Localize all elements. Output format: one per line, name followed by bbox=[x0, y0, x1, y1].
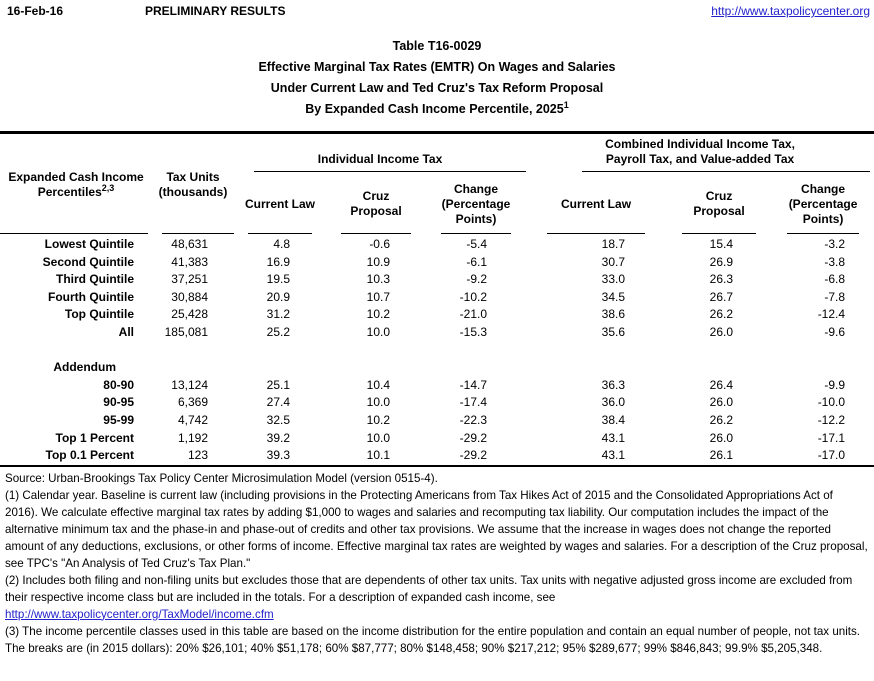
preliminary-results-label: PRELIMINARY RESULTS bbox=[145, 4, 286, 18]
iit-change-cell: -17.4 bbox=[459, 395, 488, 410]
iit-cruz-cell: 10.4 bbox=[366, 377, 390, 392]
tax-units-cell: 6,369 bbox=[177, 395, 208, 410]
tax-units-cell: 41,383 bbox=[171, 254, 208, 269]
table-row bbox=[0, 394, 874, 412]
table-row bbox=[0, 377, 874, 395]
combined-cruz-cell: 26.7 bbox=[709, 289, 734, 304]
iit-cruz-cell: 10.0 bbox=[366, 395, 390, 410]
row-label: Second Quintile bbox=[42, 254, 134, 269]
spacer-row bbox=[0, 342, 874, 360]
emtr-table bbox=[0, 131, 874, 467]
table-number-title: Table T16-0029 bbox=[392, 39, 482, 53]
combined-cruz-cell: 26.0 bbox=[709, 324, 734, 339]
iit-change-cell: -29.2 bbox=[459, 448, 488, 463]
iit-cruz-cell: 10.3 bbox=[366, 272, 390, 287]
iit-current-cell: 31.2 bbox=[266, 307, 290, 322]
iit-cruz-cell: 10.7 bbox=[366, 289, 390, 304]
combined-change-cell: -7.8 bbox=[824, 289, 846, 304]
iit-cruz-cell: 10.1 bbox=[366, 448, 390, 463]
iit-change-cell: -9.2 bbox=[466, 272, 488, 287]
tax-units-cell: 4,742 bbox=[177, 412, 208, 427]
table-row bbox=[0, 306, 874, 324]
expanded-cash-income-header: Expanded Cash Income Percentiles$^{2,3}$ bbox=[0, 134, 152, 236]
combined-change-cell: -6.8 bbox=[824, 272, 846, 287]
table-row bbox=[0, 324, 874, 342]
tax-units-cell: 30,884 bbox=[171, 289, 208, 304]
combined-cruz-cell: 26.2 bbox=[709, 412, 734, 427]
iit-cruz-proposal-header: Cruz Proposal bbox=[326, 172, 426, 236]
tax-units-cell: 123 bbox=[187, 448, 208, 463]
combined-tax-group-header: Combined Individual Income Tax, Payroll Tax, and Value-added Tax bbox=[526, 134, 874, 172]
row-label: Fourth Quintile bbox=[48, 289, 134, 304]
combined-current-cell: 18.7 bbox=[601, 237, 626, 251]
footnotes bbox=[0, 467, 874, 657]
iit-cruz-cell: 10.0 bbox=[366, 430, 390, 445]
iit-current-cell: 4.8 bbox=[273, 237, 290, 251]
iit-current-cell: 39.3 bbox=[266, 448, 290, 463]
title-block bbox=[0, 36, 874, 120]
iit-change-header: Change (Percentage Points) bbox=[426, 172, 526, 236]
combined-current-cell: 43.1 bbox=[601, 448, 626, 463]
addendum-row bbox=[0, 359, 874, 377]
combined-change-cell: -12.2 bbox=[817, 412, 846, 427]
iit-change-cell: -21.0 bbox=[459, 307, 488, 322]
iit-current-law-header: Current Law bbox=[234, 172, 326, 236]
tax-units-cell: 48,631 bbox=[171, 237, 208, 251]
combined-cruz-cell: 26.9 bbox=[709, 254, 734, 269]
combined-current-cell: 43.1 bbox=[601, 430, 626, 445]
combined-cruz-proposal-header: Cruz Proposal bbox=[666, 172, 772, 236]
iit-current-cell: 32.5 bbox=[266, 412, 290, 427]
iit-cruz-cell: 10.2 bbox=[366, 307, 390, 322]
footnote-3: (3) The income percentile classes used in this table are based on the income distribution for the entire population and contain an equal number of people, not tax units. The breaks are (in 2015 dollars): 20% $26,101; 40% $51,178; 60% $87,777; 80% $148,458; 90% $217,212; 95% $289,677; 99% $846,843; 99.9% $5,205,348. bbox=[5, 624, 861, 655]
combined-cruz-cell: 26.3 bbox=[709, 272, 734, 287]
iit-cruz-cell: 10.0 bbox=[366, 324, 390, 339]
combined-cruz-cell: 26.0 bbox=[709, 395, 734, 410]
individual-income-tax-group-header: Individual Income Tax bbox=[234, 134, 526, 172]
table-row bbox=[0, 289, 874, 307]
combined-change-cell: -10.0 bbox=[817, 395, 846, 410]
combined-current-law-header: Current Law bbox=[526, 172, 666, 236]
table-row bbox=[0, 430, 874, 448]
combined-change-cell: -3.8 bbox=[824, 254, 846, 269]
iit-current-cell: 19.5 bbox=[266, 272, 290, 287]
row-label: Top 0.1 Percent bbox=[45, 448, 134, 463]
iit-change-cell: -5.4 bbox=[466, 237, 488, 251]
footnote-ref-2-3: 2,3 bbox=[101, 183, 115, 193]
combined-current-cell: 34.5 bbox=[601, 289, 626, 304]
combined-cruz-cell: 26.1 bbox=[709, 448, 734, 463]
tax-units-cell: 37,251 bbox=[171, 272, 208, 287]
taxpolicycenter-link[interactable]: http://www.taxpolicycenter.org bbox=[711, 4, 870, 18]
row-label: Lowest Quintile bbox=[44, 237, 134, 251]
row-label: 80-90 bbox=[103, 377, 134, 392]
combined-cruz-cell: 15.4 bbox=[709, 237, 734, 251]
combined-current-cell: 36.3 bbox=[601, 377, 626, 392]
iit-current-cell: 25.2 bbox=[266, 324, 290, 339]
iit-cruz-cell: 10.9 bbox=[366, 254, 390, 269]
tax-units-header: Tax Units (thousands) bbox=[152, 134, 234, 236]
date-label: 16-Feb-16 bbox=[7, 4, 64, 18]
row-label: Top 1 Percent bbox=[55, 430, 134, 445]
tax-units-cell: 13,124 bbox=[171, 377, 208, 392]
combined-change-cell: -9.6 bbox=[824, 324, 846, 339]
iit-cruz-cell: -0.6 bbox=[369, 237, 390, 251]
combined-cruz-cell: 26.4 bbox=[709, 377, 734, 392]
row-label: Third Quintile bbox=[56, 272, 134, 287]
table-row bbox=[0, 236, 874, 254]
iit-change-cell: -29.2 bbox=[459, 430, 488, 445]
footnote-2: (2) Includes both filing and non-filing units but excludes those that are dependents of other tax units. Tax units with negative adjusted gross income are excluded from their respective income class but are included in the totals. For a description of expanded cash income, see bbox=[5, 573, 853, 604]
iit-change-cell: -6.1 bbox=[466, 254, 488, 269]
tax-units-cell: 185,081 bbox=[164, 324, 208, 339]
combined-change-cell: -12.4 bbox=[817, 307, 846, 322]
iit-current-cell: 16.9 bbox=[266, 254, 290, 269]
combined-change-cell: -3.2 bbox=[824, 237, 846, 251]
footnote-1: (1) Calendar year. Baseline is current law (including provisions in the Protecting Americans from Tax Hikes Act of 2015 and the Consolidated Appropriations Act of 2016). We calculate effective marginal tax rates by adding $1,000 to wages and salaries and recomputing tax liability. Our computation includes the impact of the alternative minimum tax and the phase-in and phase-out of credits and other tax provisions. We assume that the increase in wages does not change the reported amount of any deductions, exclusions, or other forms of income. Effective marginal tax rates are weighted by wages and salaries. For a description of the Cruz proposal, see TPC's "An Analysis of Ted Cruz's Tax Plan." bbox=[5, 488, 868, 570]
row-label: All bbox=[118, 324, 134, 339]
table-row bbox=[0, 271, 874, 289]
combined-current-cell: 30.7 bbox=[601, 254, 626, 269]
combined-change-cell: -9.9 bbox=[824, 377, 846, 392]
row-label: Top Quintile bbox=[64, 307, 134, 322]
tax-units-cell: 25,428 bbox=[171, 307, 208, 322]
combined-current-cell: 35.6 bbox=[601, 324, 626, 339]
combined-current-cell: 38.4 bbox=[601, 412, 626, 427]
combined-cruz-cell: 26.2 bbox=[709, 307, 734, 322]
iit-change-cell: -10.2 bbox=[459, 289, 488, 304]
iit-current-cell: 39.2 bbox=[266, 430, 290, 445]
row-label: 90-95 bbox=[103, 395, 134, 410]
top-bar bbox=[0, 0, 874, 21]
tax-units-cell: 1,192 bbox=[177, 430, 208, 445]
combined-change-cell: -17.1 bbox=[817, 430, 846, 445]
combined-change-header: Change (Percentage Points) bbox=[772, 172, 874, 236]
combined-current-cell: 33.0 bbox=[601, 272, 626, 287]
combined-current-cell: 36.0 bbox=[601, 395, 626, 410]
iit-current-cell: 25.1 bbox=[266, 377, 290, 392]
title-line-4: By Expanded Cash Income Percentile, 2025$^1$ bbox=[305, 99, 569, 116]
row-label: 95-99 bbox=[103, 412, 134, 427]
addendum-label: Addendum bbox=[53, 360, 116, 375]
table-row bbox=[0, 447, 874, 465]
combined-cruz-cell: 26.0 bbox=[709, 430, 734, 445]
iit-current-cell: 27.4 bbox=[266, 395, 290, 410]
title-line-3: Under Current Law and Ted Cruz's Tax Reform Proposal bbox=[270, 81, 604, 95]
iit-current-cell: 20.9 bbox=[266, 289, 290, 304]
combined-change-cell: -17.0 bbox=[817, 448, 846, 463]
table-row bbox=[0, 254, 874, 272]
iit-change-cell: -15.3 bbox=[459, 324, 488, 339]
iit-change-cell: -14.7 bbox=[459, 377, 488, 392]
combined-current-cell: 38.6 bbox=[601, 307, 626, 322]
table-row bbox=[0, 412, 874, 430]
title-line-2: Effective Marginal Tax Rates (EMTR) On Wages and Salaries bbox=[258, 60, 616, 74]
income-definition-link[interactable]: http://www.taxpolicycenter.org/TaxModel/income.cfm bbox=[5, 607, 274, 621]
iit-cruz-cell: 10.2 bbox=[366, 412, 390, 427]
iit-change-cell: -22.3 bbox=[459, 412, 488, 427]
footnote-ref-1: 1 bbox=[563, 99, 569, 110]
source-note: Source: Urban-Brookings Tax Policy Center Microsimulation Model (version 0515-4). bbox=[5, 471, 438, 485]
